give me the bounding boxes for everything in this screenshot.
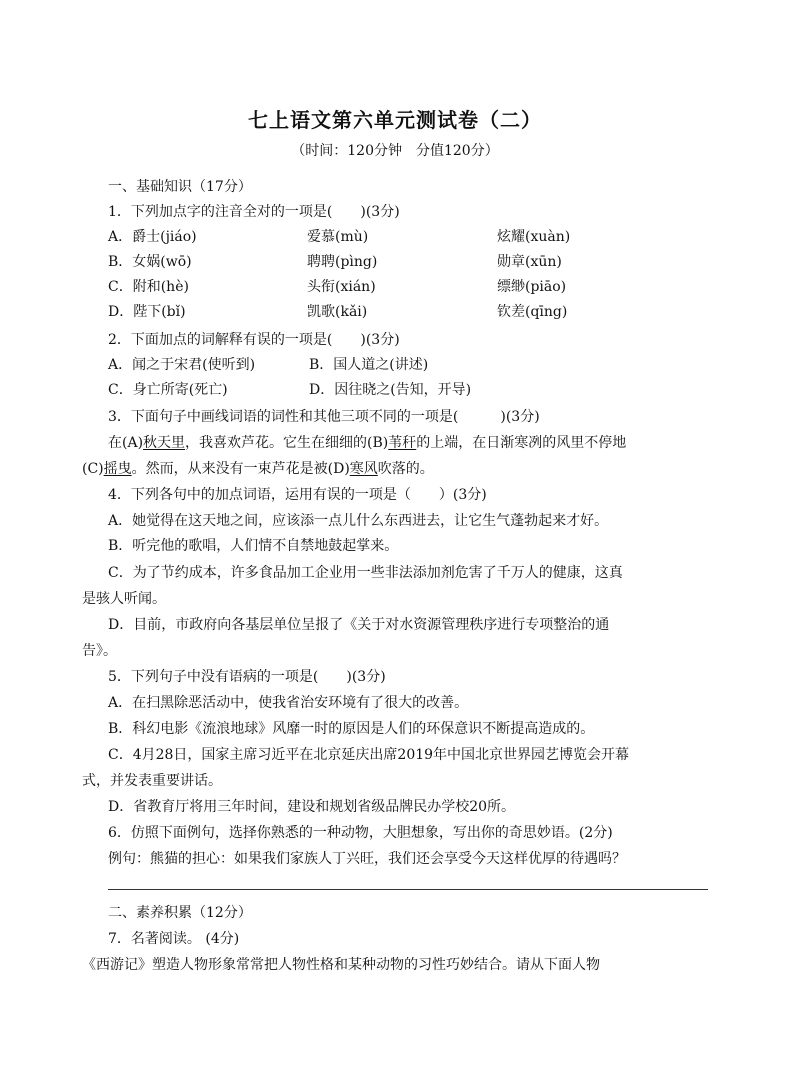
q2-option-d: D．因往晓之(告知，开导) [309, 382, 472, 398]
q6-stem: 6．仿照下面例句，选择你熟悉的一种动物，大胆想象，写出你的奇思妙语。(2分) [108, 825, 613, 841]
page-title: 七上语文第六单元测试卷（二） [248, 108, 542, 132]
q1-option-b-2: 聘聘(pìng) [307, 254, 378, 270]
q6-example: 例句：熊猫的担心：如果我们家族人丁兴旺，我们还会享受今天这样优厚的待遇吗？ [108, 851, 626, 867]
q3-text: 。然而，从来没有一束芦花是被(D) [131, 461, 350, 477]
q3-stem: 3．下面句子中画线词语的词性和其他三项不同的一项是( )(3分) [108, 409, 540, 425]
q4-stem: 4．下列各句中的加点词语，运用有误的一项是（ ）(3分) [108, 487, 487, 503]
q5-option-d: D．省教育厅将用三年时间，建设和规划省级品牌民办学校20所。 [108, 799, 516, 815]
q2-stem: 2．下面加点的词解释有误的一项是( )(3分) [108, 332, 400, 348]
section1-heading: 一、基础知识（17分） [108, 179, 252, 195]
q5-option-b: B．科幻电影《流浪地球》风靡一时的原因是人们的环保意识不断提高造成的。 [108, 721, 595, 737]
q3-passage-line1 [108, 434, 626, 452]
page-subtitle: （时间：120分钟 分值120分） [291, 143, 499, 159]
q1-option-b-3: 勋章(xūn) [497, 254, 562, 270]
q3-text: 吹落的。 [377, 461, 434, 477]
q4-option-c-cont: 是骇人听闻。 [82, 591, 166, 607]
q5-option-c-cont: 式，并发表重要讲话。 [82, 773, 222, 789]
q1-option-d-2: 凯歌(kǎi) [307, 304, 368, 320]
q3-text: ，我喜欢芦花。它生在细细的(B) [185, 435, 389, 451]
q3-text: (C) [82, 461, 104, 477]
q3-text: 的上端，在日渐寒冽的风里不停地 [416, 435, 627, 451]
q4-option-c: C．为了节约成本，许多食品加工企业用一些非法添加剂危害了千万人的健康，这真 [108, 565, 623, 581]
q5-option-c: C．4月28日，国家主席习近平在北京延庆出席2019年中国北京世界园艺博览会开幕 [108, 747, 630, 763]
q4-option-a: A．她觉得在这天地之间，应该添一点儿什么东西进去，让它生气蓬勃起来才好。 [108, 513, 609, 529]
q1-option-a-2: 爱慕(mù) [307, 229, 369, 245]
q4-option-d-cont: 告》。 [82, 643, 117, 659]
q1-option-d-3: 钦差(qīng) [497, 304, 568, 320]
section2-heading: 二、素养积累（12分） [108, 905, 252, 921]
q1-option-c-3: 缥缈(piāo) [497, 279, 567, 295]
q1-stem: 1．下列加点字的注音全对的一项是( )(3分) [108, 204, 400, 220]
q3-text: 在(A) [108, 435, 144, 451]
q5-stem: 5．下列句子中没有语病的一项是( )(3分) [108, 669, 386, 685]
q2-option-c: C．身亡所寄(死亡) [108, 382, 228, 398]
q3-underlined-c: 摇曳 [103, 461, 132, 477]
q1-option-c: C．附和(hè) [108, 279, 189, 295]
q7-text: 《西游记》塑造人物形象常常把人物性格和某种动物的习性巧妙结合。请从下面人物 [82, 957, 600, 973]
q3-underlined-b: 苇秆 [388, 435, 417, 451]
q1-option-c-2: 头衔(xián) [307, 279, 376, 295]
q7-stem: 7．名著阅读。 (4分) [108, 931, 240, 947]
q1-option-d: D．陛下(bǐ) [108, 304, 186, 320]
q3-underlined-d: 寒风 [349, 461, 378, 477]
q2-option-a: A．闻之于宋君(使听到) [108, 357, 256, 373]
q4-option-d: D．目前，市政府向各基层单位呈报了《关于对水资源管理秩序进行专项整治的通 [108, 617, 610, 633]
q3-underlined-a: 秋天里 [143, 435, 186, 451]
q1-option-a-3: 炫耀(xuàn) [497, 229, 571, 245]
answer-line [108, 889, 708, 890]
q3-passage-line2 [82, 460, 434, 478]
q5-option-a: A．在扫黑除恶活动中，使我省治安环境有了很大的改善。 [108, 695, 469, 711]
q1-option-b: B．女娲(wō) [108, 254, 192, 270]
q1-option-a: A．爵士(jiáo) [108, 229, 197, 245]
q2-option-b: B．国人道之(讲述) [309, 357, 429, 373]
q4-option-b: B．听完他的歌唱，人们情不自禁地鼓起掌来。 [108, 538, 399, 554]
